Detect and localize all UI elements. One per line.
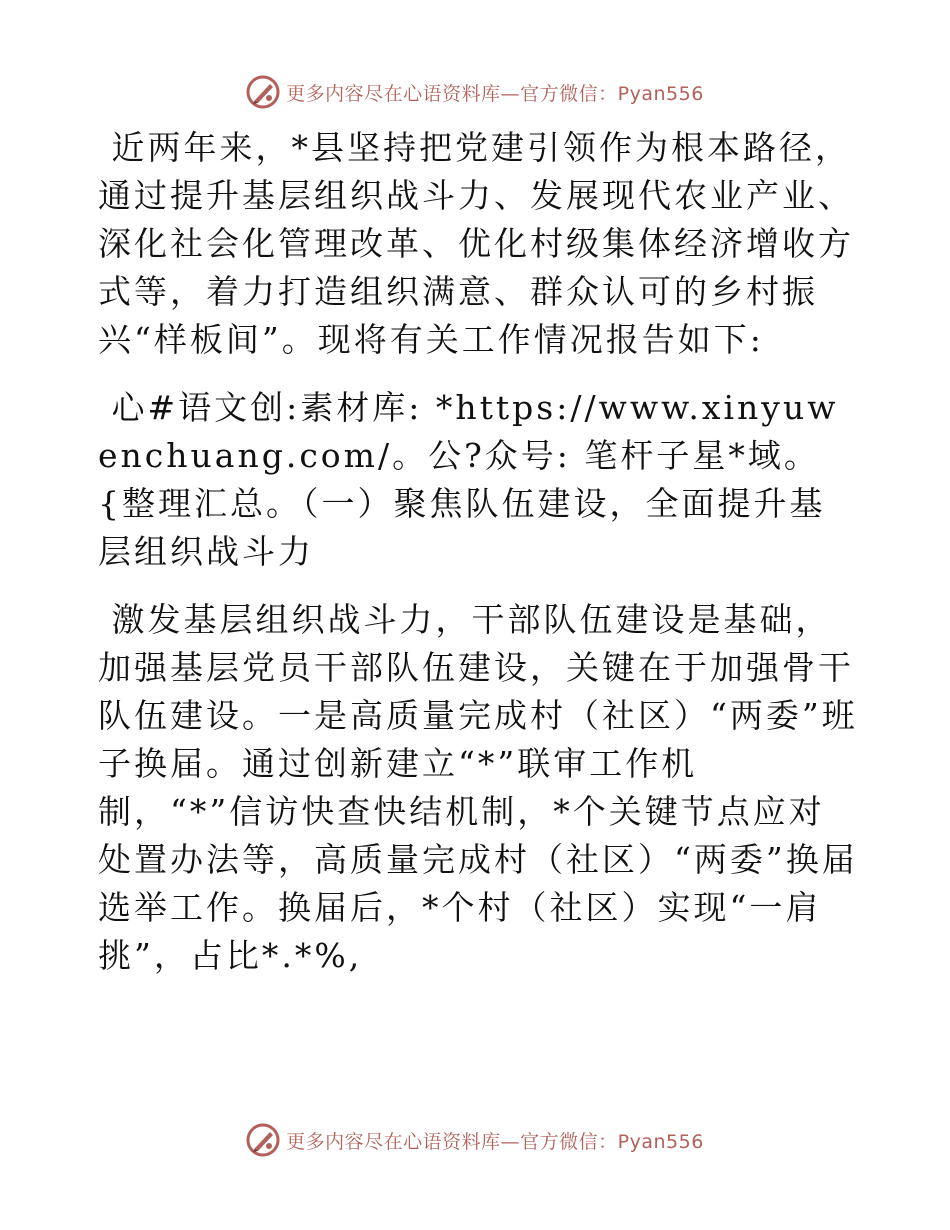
watermark-label: 更多内容尽在心语资料库—官方微信： xyxy=(286,82,618,105)
watermark-text xyxy=(286,1127,704,1154)
document-body xyxy=(98,124,858,980)
paragraph-team-building: 激发基层组织战斗力，干部队伍建设是基础，加强基层党员干部队伍建设，关键在于加强骨干队伍建设。一是高质量完成村（社区）“两委”班子换届。通过创新建立“*”联审工作机制，“*”信访快查快结机制，*个关键节点应对处置办法等，高质量完成村（社区）“两委”换届选举工作。换届后，*个村（社区）实现“一肩挑”，占比*.*%, xyxy=(98,600,858,975)
top-watermark-banner xyxy=(0,72,950,112)
paragraph-section-heading: 心#语文创:素材库: *https://www.xinyuwenchuang.com/。公?众号: 笔杆子星*域。{整理汇总。（一）聚焦队伍建设，全面提升基层组织战斗力 xyxy=(98,388,839,571)
bottom-watermark-banner xyxy=(0,1120,950,1160)
paragraph-intro: 近两年来，*县坚持把党建引领作为根本路径，通过提升基层组织战斗力、发展现代农业产业、深化社会化管理改革、优化村级集体经济增收方式等，着力打造组织满意、群众认可的乡村振兴“样板间”。现将有关工作情况报告如下: xyxy=(98,128,854,359)
watermark-text xyxy=(286,79,704,106)
watermark-wechat-id: Pyan556 xyxy=(617,82,704,105)
watermark-wechat-id: Pyan556 xyxy=(617,1130,704,1153)
pen-seal-logo-icon xyxy=(246,1123,280,1157)
watermark-label: 更多内容尽在心语资料库—官方微信： xyxy=(286,1130,618,1153)
pen-seal-logo-icon xyxy=(246,75,280,109)
